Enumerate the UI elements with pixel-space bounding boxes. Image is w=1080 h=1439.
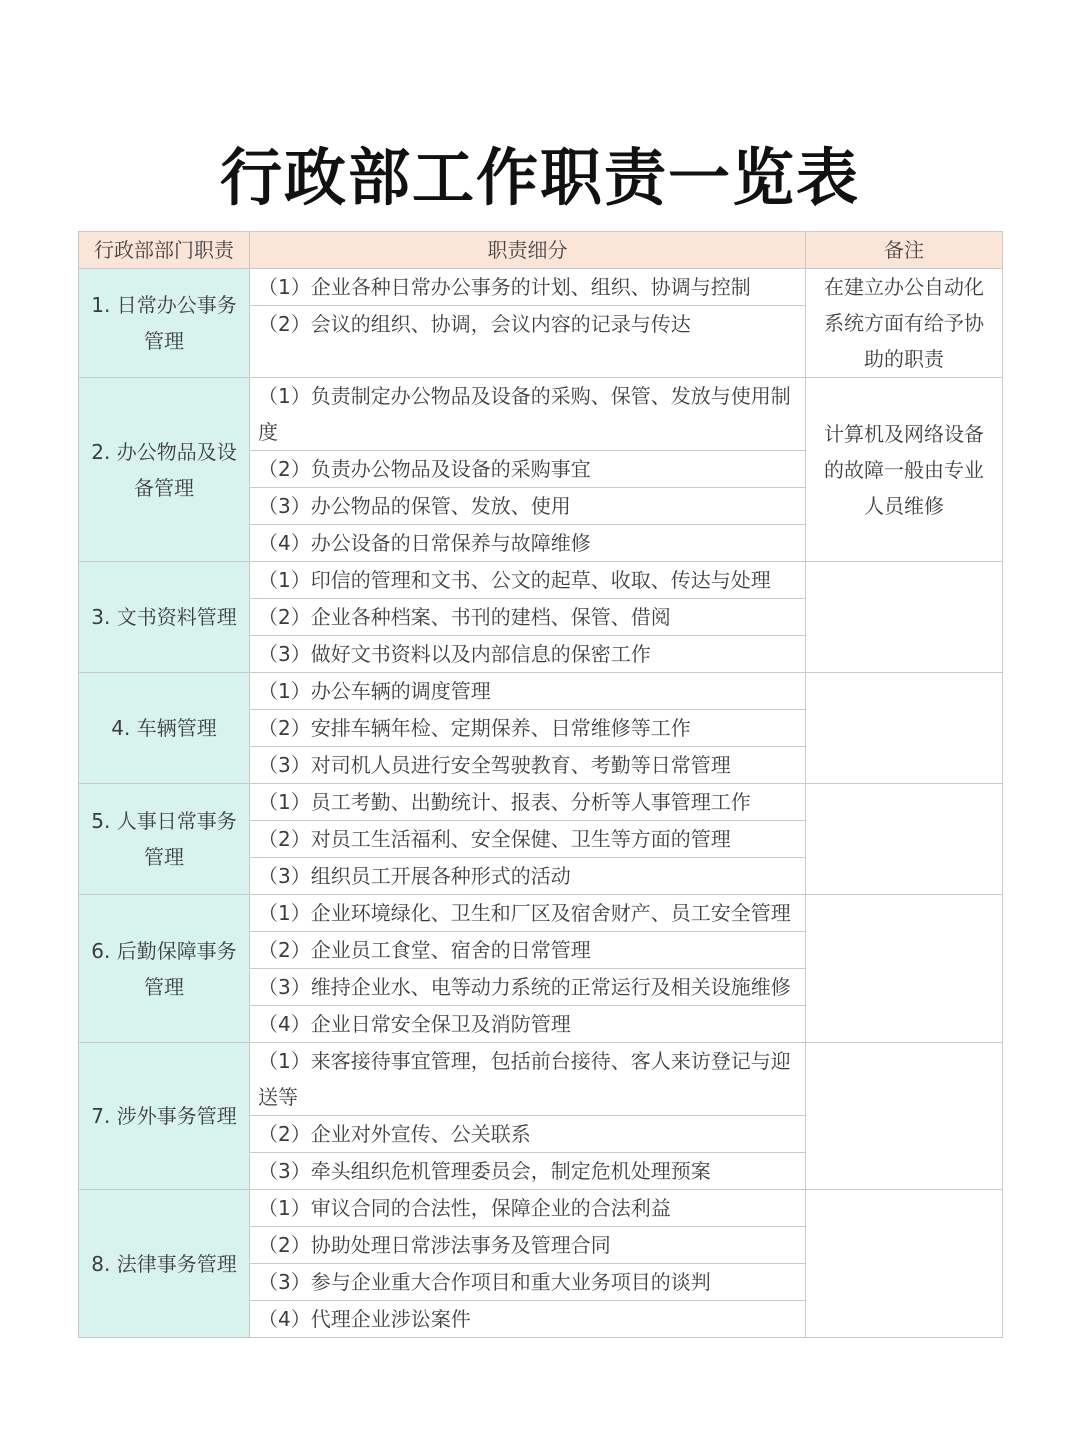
table-row (79, 1043, 1003, 1116)
duty-item: （2）会议的组织、协调，会议内容的记录与传达 (250, 306, 806, 378)
table-row (79, 562, 1003, 599)
duty-item: （2）企业各种档案、书刊的建档、保管、借阅 (250, 599, 806, 636)
header-row (79, 232, 1003, 269)
remark-cell (806, 1043, 1003, 1190)
remark-cell: 计算机及网络设备的故障一般由专业人员维修 (806, 378, 1003, 562)
duty-item: （1）来客接待事宜管理，包括前台接待、客人来访登记与迎送等 (250, 1043, 806, 1116)
remark-cell (806, 784, 1003, 895)
table-row (79, 673, 1003, 710)
duty-item: （4）办公设备的日常保养与故障维修 (250, 525, 806, 562)
duty-item: （2）对员工生活福利、安全保健、卫生等方面的管理 (250, 821, 806, 858)
duty-item: （4）代理企业涉讼案件 (250, 1301, 806, 1338)
duty-item: （1）办公车辆的调度管理 (250, 673, 806, 710)
duty-item: （1）印信的管理和文书、公文的起草、收取、传达与处理 (250, 562, 806, 599)
duty-item: （1）负责制定办公物品及设备的采购、保管、发放与使用制度 (250, 378, 806, 451)
page-title: 行政部工作职责一览表 (219, 141, 860, 214)
header-remarks: 备注 (806, 232, 1003, 269)
duty-item: （1）审议合同的合法性，保障企业的合法利益 (250, 1190, 806, 1227)
duty-item: （3）牵头组织危机管理委员会，制定危机处理预案 (250, 1153, 806, 1190)
category-cell: 4. 车辆管理 (79, 673, 250, 784)
remark-cell (806, 562, 1003, 673)
category-cell: 8. 法律事务管理 (79, 1190, 250, 1338)
table-row (79, 378, 1003, 451)
duty-item: （1）企业环境绿化、卫生和厂区及宿舍财产、员工安全管理 (250, 895, 806, 932)
duty-item: （3）参与企业重大合作项目和重大业务项目的谈判 (250, 1264, 806, 1301)
duty-item: （2）企业对外宣传、公关联系 (250, 1116, 806, 1153)
remark-cell (806, 673, 1003, 784)
table-row (79, 269, 1003, 306)
remark-cell: 在建立办公自动化系统方面有给予协助的职责 (806, 269, 1003, 378)
table-row (79, 895, 1003, 932)
duty-item: （3）办公物品的保管、发放、使用 (250, 488, 806, 525)
category-cell: 5. 人事日常事务管理 (79, 784, 250, 895)
table-row (79, 1190, 1003, 1227)
category-cell: 3. 文书资料管理 (79, 562, 250, 673)
category-cell: 2. 办公物品及设备管理 (79, 378, 250, 562)
duty-item: （1）企业各种日常办公事务的计划、组织、协调与控制 (250, 269, 806, 306)
category-cell: 7. 涉外事务管理 (79, 1043, 250, 1190)
duty-item: （4）企业日常安全保卫及消防管理 (250, 1006, 806, 1043)
category-cell: 6. 后勤保障事务管理 (79, 895, 250, 1043)
header-duty-detail: 职责细分 (250, 232, 806, 269)
table-row (79, 784, 1003, 821)
duty-item: （3）做好文书资料以及内部信息的保密工作 (250, 636, 806, 673)
duty-item: （2）负责办公物品及设备的采购事宜 (250, 451, 806, 488)
header-department-duty: 行政部部门职责 (79, 232, 250, 269)
duty-item: （2）企业员工食堂、宿舍的日常管理 (250, 932, 806, 969)
remark-cell (806, 1190, 1003, 1338)
duty-item: （2）协助处理日常涉法事务及管理合同 (250, 1227, 806, 1264)
duty-item: （3）对司机人员进行安全驾驶教育、考勤等日常管理 (250, 747, 806, 784)
duty-item: （2）安排车辆年检、定期保养、日常维修等工作 (250, 710, 806, 747)
remark-cell (806, 895, 1003, 1043)
category-cell: 1. 日常办公事务管理 (79, 269, 250, 378)
duty-item: （3）维持企业水、电等动力系统的正常运行及相关设施维修 (250, 969, 806, 1006)
duty-table (78, 231, 1003, 1338)
duty-item: （3）组织员工开展各种形式的活动 (250, 858, 806, 895)
duty-item: （1）员工考勤、出勤统计、报表、分析等人事管理工作 (250, 784, 806, 821)
